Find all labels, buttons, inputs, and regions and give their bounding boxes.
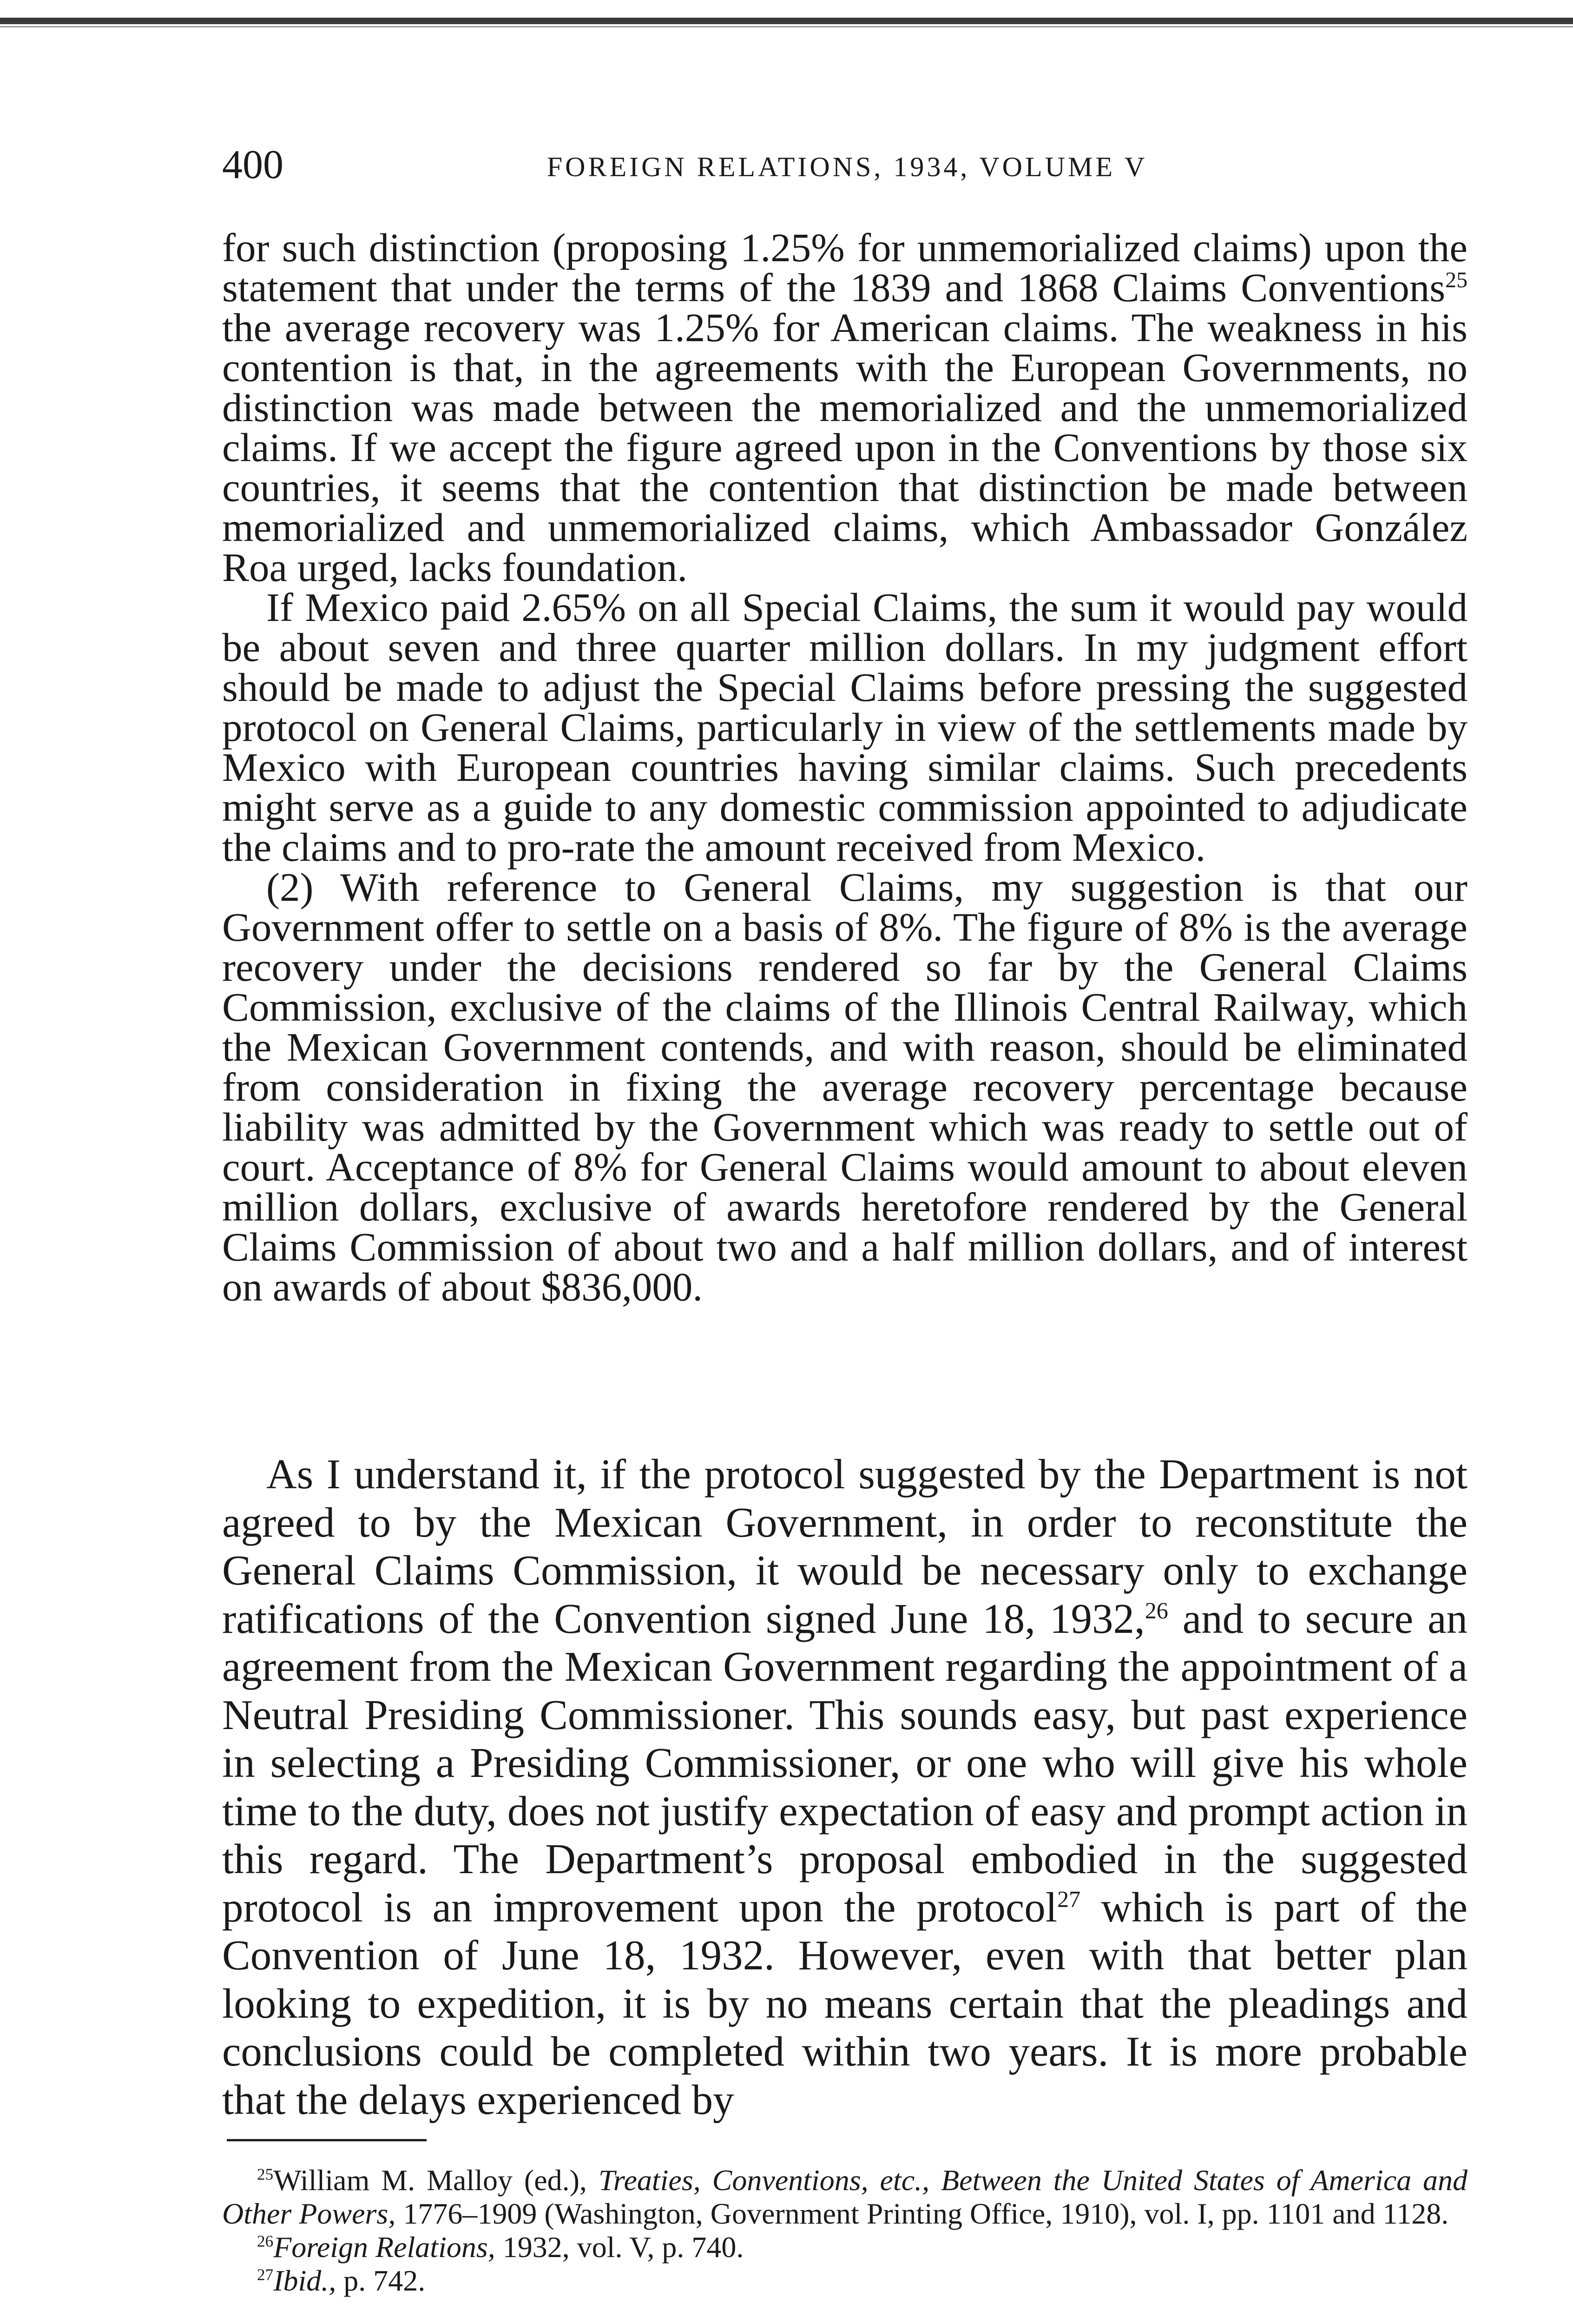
quoted-paragraph-3: (2) With reference to General Claims, my suggestion is that our Government offer to settle on a basis of 8%. The figure of 8% is the average recovery under the decisions rendered so far by the General Claims Commission, exclusive of the claims of the Illinois Central Railway, which the Mexican Government contends, and with reason, should be eliminated from consideration in fixing the average recovery percentage because liability was admitted by the Government which was ready to settle out of court. Acceptance of 8% for General Claims would amount to about eleven million dollars, exclusive of awards heretofore rendered by the General Claims Commission of about two and a half million dollars, and of interest on awards of about $836,000.: [222, 865, 1468, 1309]
main-paragraph-text-c: which is part of the Convention of June 18, 1932. However, even with that better plan looking to expedition, it is by no means certain that the pleadings and conclusions could be completed within two years. It is more probable that the delays experienced by: [222, 1883, 1468, 2123]
main-body: [222, 1450, 1468, 2124]
quoted-memorandum: [222, 225, 1468, 1309]
footnote-27-number: 27: [257, 2265, 274, 2284]
top-border-rule-thin: [0, 26, 1573, 27]
main-paragraph: [222, 1450, 1468, 2124]
page-header: [222, 139, 1472, 191]
main-paragraph-text-b: and to secure an agreement from the Mexican Government regarding the appointment of a Neutral Presiding Commissioner. This sounds easy, but past experience in selecting a Presiding Commissioner, or one who will give his whole time to the duty, does not justify expectation of easy and prompt action in this regard. The Department’s proposal embodied in the suggested protocol is an improvement upon the protocol: [222, 1595, 1468, 1931]
footnote-divider: [227, 2139, 427, 2141]
footnote-25-text-b: 1776–1909 (Washington, Government Printing Office, 1910), vol. I, pp. 1101 and 1128.: [395, 2197, 1449, 2230]
footnote-ref-27: 27: [1057, 1886, 1081, 1912]
footnote-27-text-b: p. 742.: [336, 2264, 426, 2297]
top-border-rule: [0, 18, 1573, 24]
footnote-25-number: 25: [257, 2165, 274, 2184]
footnote-27-title: Ibid.,: [273, 2264, 336, 2297]
footnote-26: [222, 2231, 1468, 2264]
main-paragraph-text-a: As I understand it, if the protocol suggested by the Department is not agreed to by the Mexican Government, in order to reconstitute the General Claims Commission, it would be necessary only to exchange ratifications of the Convention signed June 18, 1932,: [222, 1451, 1468, 1642]
quoted-paragraph-1-text-b: the average recovery was 1.25% for American claims. The weakness in his contention is that, in the agreements with the European Governments, no distinction was made between the memorialized and the unmemorialized claims. If we accept the figure agreed upon in the Conventions by those six countries, it seems that the contention that distinction be made between memorialized and unmemorialized claims, which Ambassador González Roa urged, lacks foundation.: [222, 305, 1468, 590]
footnote-25-text-a: William M. Malloy (ed.),: [273, 2164, 599, 2197]
footnote-ref-25: 25: [1445, 268, 1468, 292]
footnotes: [222, 2164, 1468, 2298]
footnote-25: [222, 2164, 1468, 2231]
footnote-26-title: Foreign Relations,: [273, 2231, 495, 2264]
footnote-25-title: Treaties, Conventions, etc., Between the United States of America and Other Powers,: [222, 2164, 1468, 2230]
quoted-paragraph-1: [222, 225, 1468, 590]
running-title: FOREIGN RELATIONS, 1934, VOLUME V: [546, 152, 1148, 182]
footnote-27: [222, 2264, 1468, 2298]
footnote-26-number: 26: [257, 2232, 274, 2251]
quoted-paragraph-1-text-a: for such distinction (proposing 1.25% for unmemorialized claims) upon the statement that under the terms of the 1839 and 1868 Claims Conventions: [222, 225, 1468, 310]
page-number: 400: [222, 142, 283, 187]
footnote-ref-26: 26: [1145, 1597, 1168, 1624]
quoted-paragraph-2: If Mexico paid 2.65% on all Special Claims, the sum it would pay would be about seven and three quarter million dollars. In my judgment effort should be made to adjust the Special Claims before pressing the suggested protocol on General Claims, particularly in view of the settlements made by Mexico with European countries having similar claims. Such precedents might serve as a guide to any domestic commission appointed to adjudicate the claims and to pro-rate the amount received from Mexico.: [222, 585, 1468, 870]
footnote-26-text-b: 1932, vol. V, p. 740.: [495, 2231, 744, 2264]
